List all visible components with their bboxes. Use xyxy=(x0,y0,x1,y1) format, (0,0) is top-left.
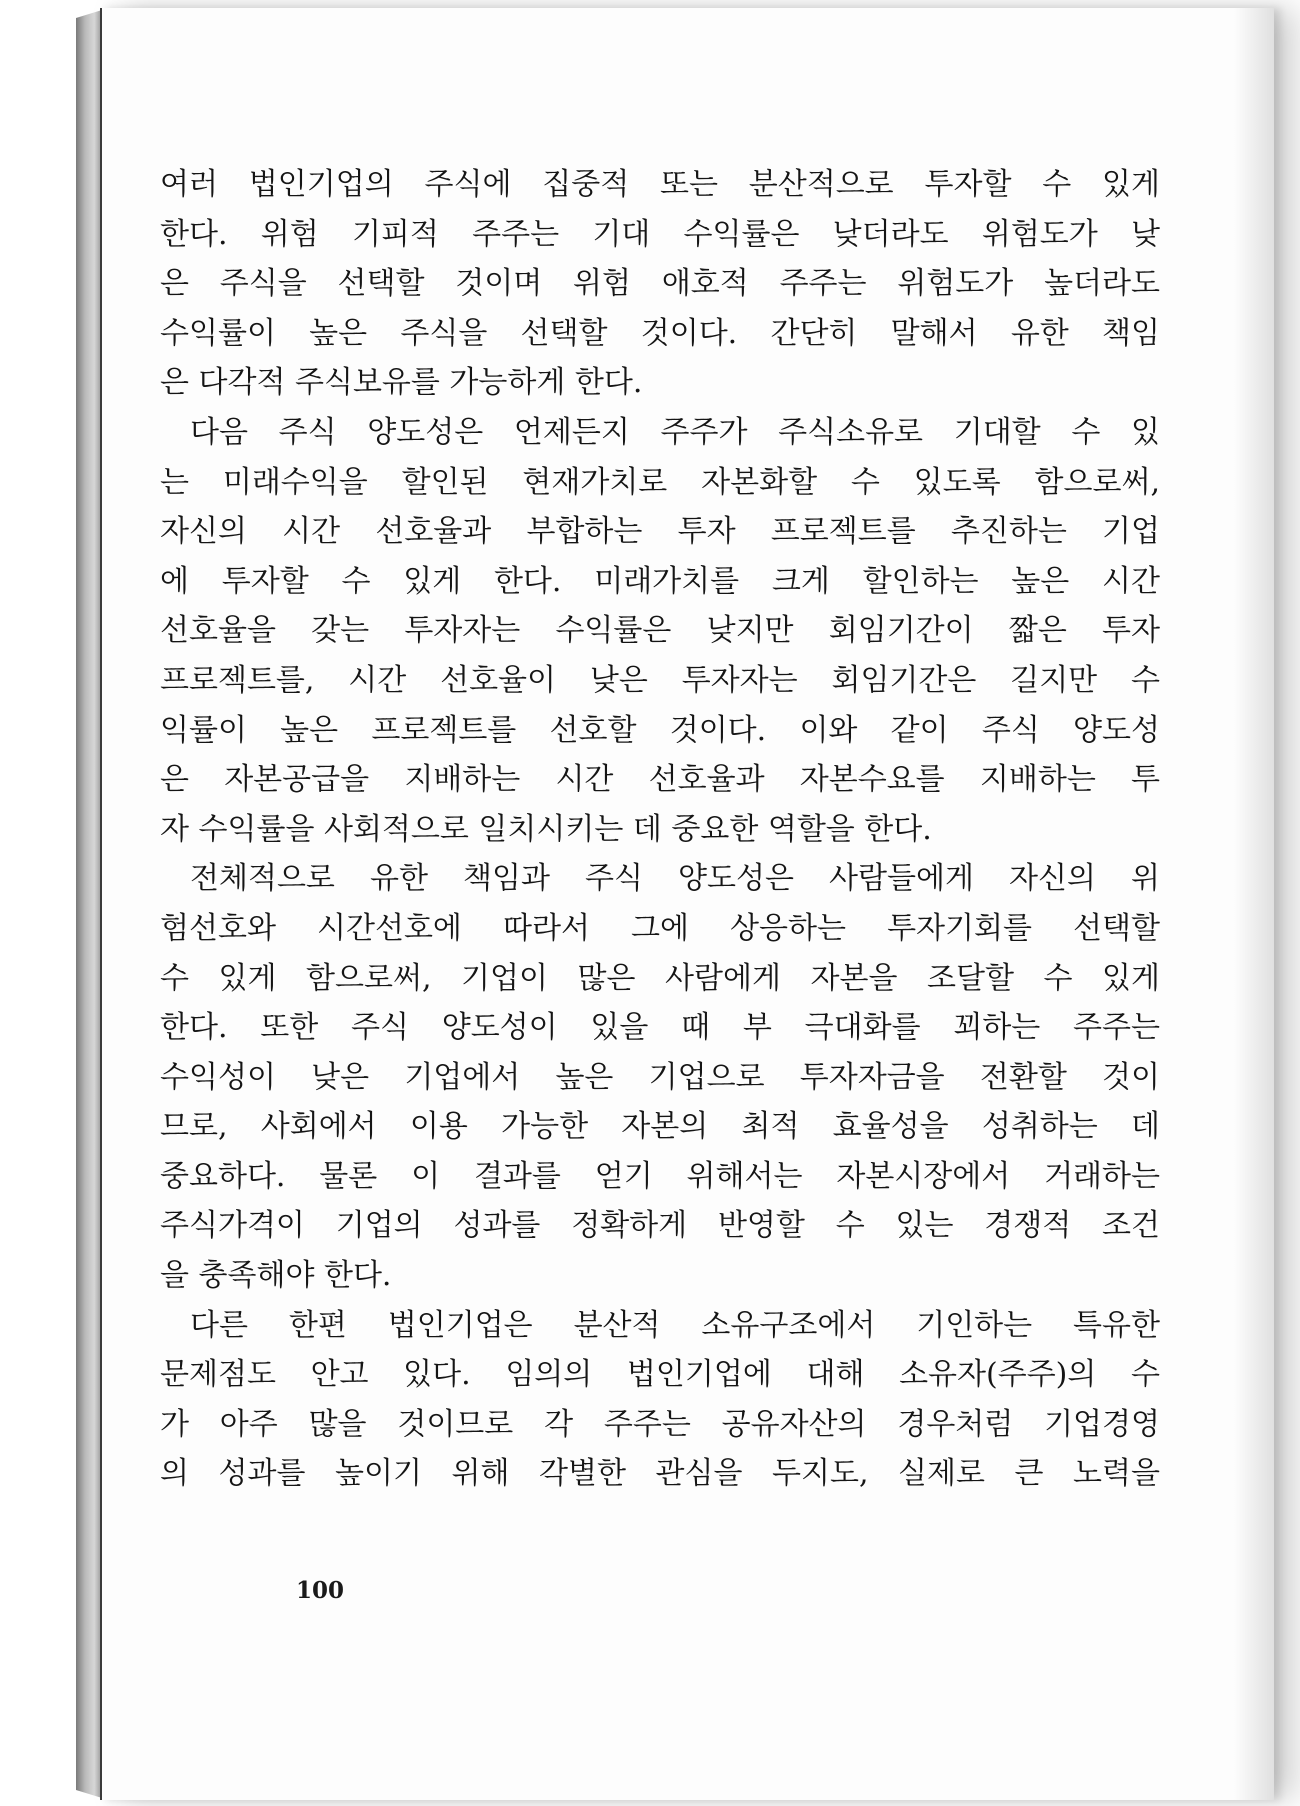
text-line: 은 자본공급을 지배하는 시간 선호율과 자본수요를 지배하는 투 xyxy=(160,762,1160,798)
page-number: 100 xyxy=(296,1577,345,1604)
text-line: 주식가격이 기업의 성과를 정확하게 반영할 수 있는 경쟁적 조건 xyxy=(160,1208,1160,1244)
text-line: 은 주식을 선택할 것이며 위험 애호적 주주는 위험도가 높더라도 xyxy=(160,266,1160,302)
text-line: 는 미래수익을 할인된 현재가치로 자본화할 수 있도록 함으로써, xyxy=(160,464,1160,500)
text-line: 다음 주식 양도성은 언제든지 주주가 주식소유로 기대할 수 있 xyxy=(190,414,1160,450)
text-line: 자 수익률을 사회적으로 일치시키는 데 중요한 역할을 한다. xyxy=(160,811,932,847)
text-line: 수익률이 높은 주식을 선택할 것이다. 간단히 말해서 유한 책임 xyxy=(160,315,1160,351)
text-line: 의 성과를 높이기 위해 각별한 관심을 두지도, 실제로 큰 노력을 xyxy=(160,1456,1160,1492)
text-line: 은 다각적 주식보유를 가능하게 한다. xyxy=(160,365,643,401)
text-line: 수 있게 함으로써, 기업이 많은 사람에게 자본을 조달할 수 있게 xyxy=(160,960,1160,996)
text-line: 에 투자할 수 있게 한다. 미래가치를 크게 할인하는 높은 시간 xyxy=(160,563,1160,599)
text-line: 한다. 위험 기피적 주주는 기대 수익률은 낮더라도 위험도가 낮 xyxy=(160,216,1160,252)
text-line: 익률이 높은 프로젝트를 선호할 것이다. 이와 같이 주식 양도성 xyxy=(160,712,1160,748)
text-line: 다른 한편 법인기업은 분산적 소유구조에서 기인하는 특유한 xyxy=(190,1307,1160,1343)
text-line: 자신의 시간 선호율과 부합하는 투자 프로젝트를 추진하는 기업 xyxy=(160,514,1160,550)
text-line: 선호율을 갖는 투자자는 수익률은 낮지만 회임기간이 짧은 투자 xyxy=(160,613,1160,649)
text-line: 가 아주 많을 것이므로 각 주주는 공유자산의 경우처럼 기업경영 xyxy=(160,1406,1160,1442)
book-spine-edge xyxy=(76,10,102,1798)
text-line: 프로젝트를, 시간 선호율이 낮은 투자자는 회임기간은 길지만 수 xyxy=(160,662,1160,698)
page-body-text xyxy=(160,160,1160,1499)
text-line: 전체적으로 유한 책임과 주식 양도성은 사람들에게 자신의 위 xyxy=(190,861,1160,897)
text-line: 한다. 또한 주식 양도성이 있을 때 부 극대화를 꾀하는 주주는 xyxy=(160,1010,1160,1046)
text-line: 수익성이 낮은 기업에서 높은 기업으로 투자자금을 전환할 것이 xyxy=(160,1059,1160,1095)
page-edge-shadow xyxy=(1234,8,1274,1800)
text-line: 여러 법인기업의 주식에 집중적 또는 분산적으로 투자할 수 있게 xyxy=(160,167,1160,202)
text-line: 험선호와 시간선호에 따라서 그에 상응하는 투자기회를 선택할 xyxy=(160,910,1160,946)
text-line: 중요하다. 물론 이 결과를 얻기 위해서는 자본시장에서 거래하는 xyxy=(160,1158,1160,1194)
text-line: 므로, 사회에서 이용 가능한 자본의 최적 효율성을 성취하는 데 xyxy=(160,1109,1160,1145)
text-line: 을 충족해야 한다. xyxy=(160,1258,392,1294)
text-line: 문제점도 안고 있다. 임의의 법인기업에 대해 소유자(주주)의 수 xyxy=(160,1357,1160,1393)
